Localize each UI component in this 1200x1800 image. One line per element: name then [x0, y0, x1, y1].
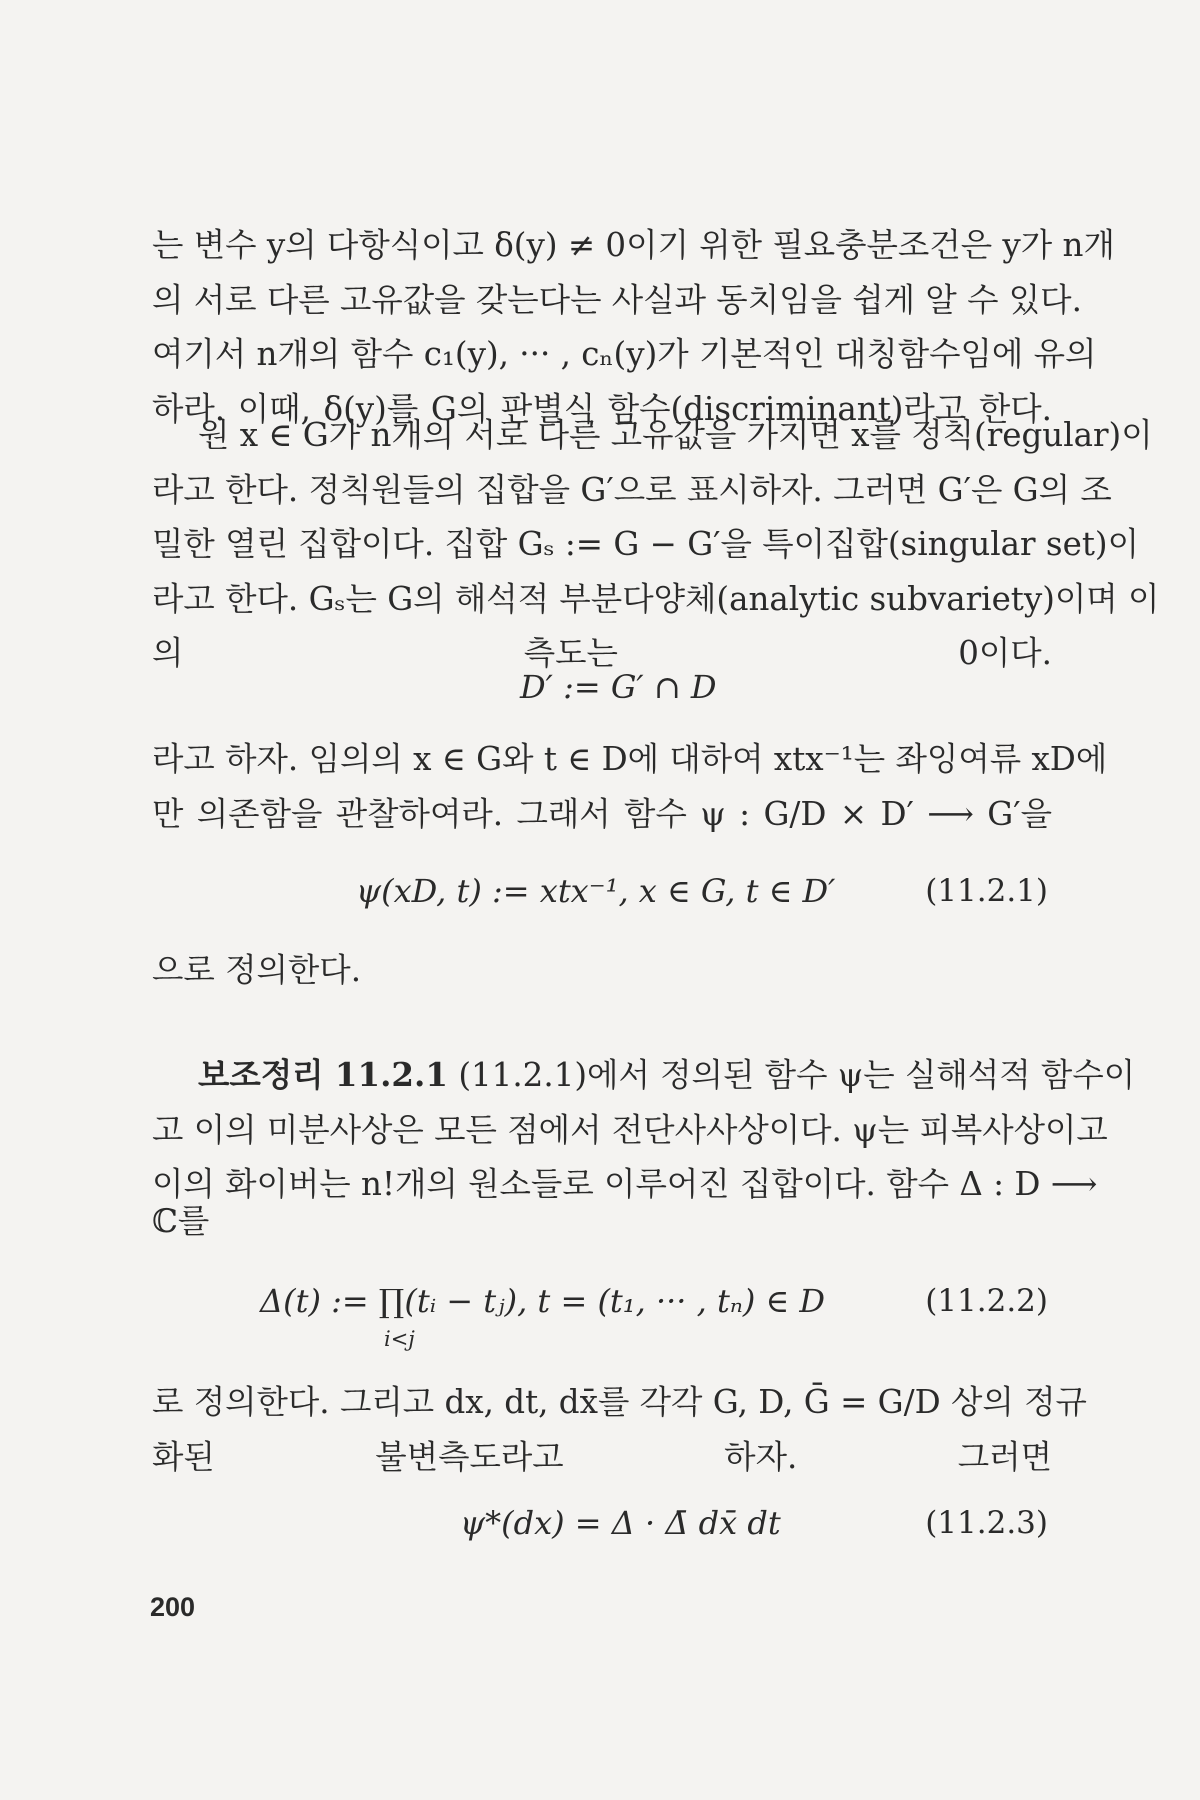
equation-psi: ψ(xD, t) := xtx⁻¹, x ∈ G, t ∈ D′ — [356, 872, 836, 910]
text-line — [152, 1048, 1136, 1103]
equation-pullback: ψ*(dx) = Δ · Δ̄ dx̄ dt — [460, 1504, 781, 1542]
equation-number: (11.2.3) — [925, 1505, 1048, 1541]
text-line: 으로 정의한다. — [152, 951, 362, 989]
lemma-block — [152, 1048, 1136, 1212]
text-line: 화된 불변측도라고 하자. 그러면 — [152, 1437, 1052, 1476]
equation-number: (11.2.1) — [925, 873, 1048, 909]
text-line: 밀한 열린 집합이다. 집합 Gₛ := G − G′을 특이집합(singular set)이 — [152, 525, 1139, 563]
lemma-text: (11.2.1)에서 정의된 함수 ψ는 실해석적 함수이 — [447, 1056, 1136, 1094]
equation-number: (11.2.2) — [925, 1283, 1048, 1319]
paragraph-invariant-measures — [152, 1375, 1087, 1484]
text-line: 라고 한다. 정칙원들의 집합을 G′으로 표시하자. 그러면 G′은 G의 조 — [152, 470, 1112, 509]
equation-d-prime: D′ := G′ ∩ D — [520, 668, 717, 706]
page-number: 200 — [150, 1592, 196, 1622]
product-index: i<j — [384, 1327, 415, 1351]
text-line: 이의 화이버는 n!개의 원소들로 이루어진 집합이다. 함수 Δ : D ⟶ — [152, 1165, 1098, 1203]
text-line: ℂ를 — [152, 1202, 210, 1240]
paragraph-regular-elements — [152, 408, 1160, 681]
text-line: 하라. 이때, δ(y)를 G의 판별식 함수(discriminant)라고 한다. — [152, 389, 1052, 428]
text-line: 의 서로 다른 고유값을 갖는다는 사실과 동치임을 쉽게 알 수 있다. — [152, 280, 1082, 319]
equation-delta: Δ(t) := ∏(tᵢ − tⱼ), t = (t₁, ··· , tₙ) ∈ D — [260, 1282, 825, 1320]
text-line: 는 변수 y의 다항식이고 δ(y) ≠ 0이기 위한 필요충분조건은 y가 n개 — [152, 226, 1115, 264]
text-line: 고 이의 미분사상은 모든 점에서 전단사사상이다. ψ는 피복사상이고 — [152, 1110, 1108, 1149]
text-line: 원 x ∈ G가 n개의 서로 다른 고유값을 가지면 x를 정칙(regular)이 — [198, 416, 1153, 454]
text-line: 로 정의한다. 그리고 dx, dt, dx̄를 각각 G, D, Ḡ = G/D 상의 정규 — [152, 1383, 1087, 1421]
text-line: 여기서 n개의 함수 c₁(y), ··· , cₙ(y)가 기본적인 대칭함수임에 유의 — [152, 335, 1097, 373]
text-line: 라고 한다. Gₛ는 G의 해석적 부분다양체(analytic subvariety)이며 이 — [152, 579, 1160, 618]
text-line: 만 의존함을 관찰하여라. 그래서 함수 ψ : G/D × D′ ⟶ G′을 — [152, 794, 1052, 833]
text-line: 라고 하자. 임의의 x ∈ G와 t ∈ D에 대하여 xtx⁻¹는 좌잉여류 xD에 — [152, 740, 1108, 778]
text-line: 의 측도는 0이다. — [152, 634, 1052, 672]
paragraph-map-definition — [152, 732, 1108, 841]
lemma-heading: 보조정리 11.2.1 — [198, 1055, 448, 1094]
